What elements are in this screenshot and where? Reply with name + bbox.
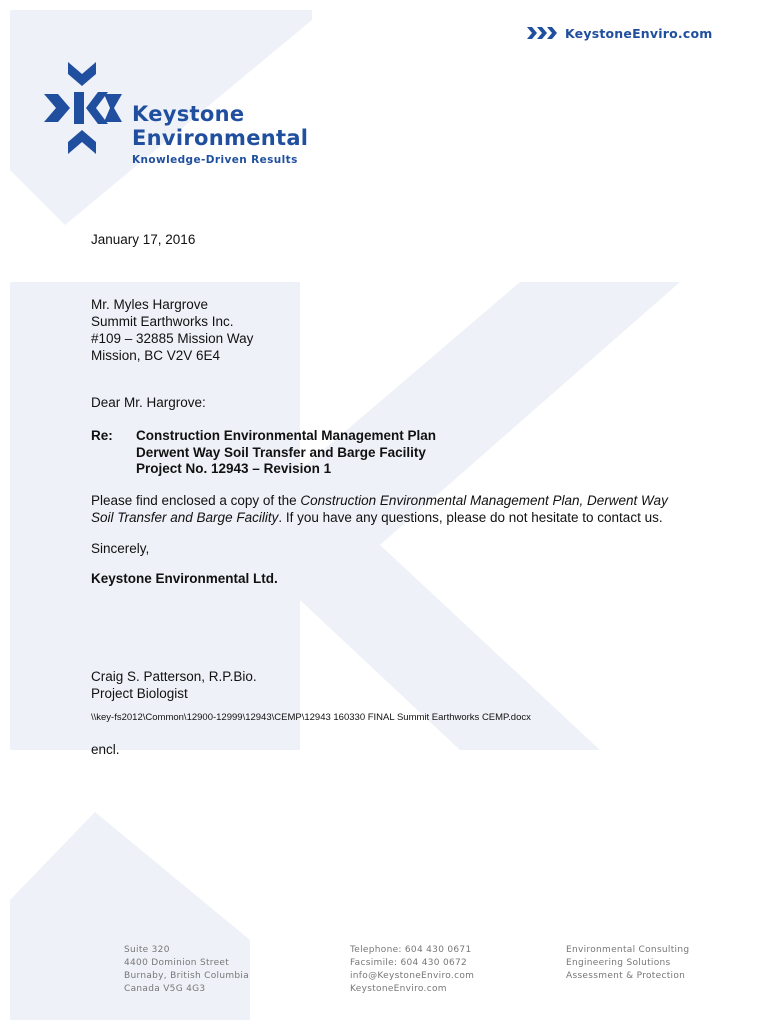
subject-line: Derwent Way Soil Transfer and Barge Facility [136,444,426,460]
closing: Sincerely, [91,541,150,556]
footer-service: Environmental Consulting [566,945,690,955]
enclosure-note: encl. [91,742,120,757]
footer-service: Engineering Solutions [566,958,671,968]
salutation: Dear Mr. Hargrove: [91,395,206,410]
signature-block [91,669,257,702]
signer-name: Craig S. Patterson, R.P.Bio. [91,669,257,684]
brand-name-line1: Keystone [132,102,245,126]
recipient-address [91,296,253,364]
footer-telephone: Telephone: 604 430 0671 [350,945,472,955]
body-paragraph [91,492,691,526]
footer-facsimile: Facsimile: 604 430 0672 [350,958,468,968]
footer-email-link[interactable]: info@KeystoneEnviro.com [350,971,475,981]
recipient-line: Summit Earthworks Inc. [91,314,234,329]
footer-service: Assessment & Protection [566,971,686,981]
recipient-line: Mission, BC V2V 6E4 [91,348,221,363]
footer-services [566,944,689,983]
brand-tagline: Knowledge-Driven Results [132,154,298,166]
file-path: \\key-fs2012\Common\12900-12999\12943\CEMP\12943 160330 FINAL Summit Earthworks CEMP.docx [91,712,531,723]
body-suffix: . If you have any questions, please do not hesitate to contact us. [278,510,663,525]
body-document-title: Construction Environmental Management Plan, Derwent Way Soil Transfer and Barge Facility [91,493,668,525]
brand-name-line2: Environmental [132,126,309,150]
subject-lines [136,428,436,478]
body-prefix: Please find enclosed a copy of the [91,493,301,508]
subject-line: Construction Environmental Management Plan [136,428,437,443]
letter-date: January 17, 2016 [91,232,196,247]
brand-block [132,102,308,166]
header-website-link[interactable] [527,24,712,42]
footer-address-line: 4400 Dominion Street [124,958,230,968]
keystone-logo-icon [44,62,124,154]
subject-line: Project No. 12943 – Revision 1 [136,461,332,476]
footer-address [124,944,249,996]
recipient-line: #109 – 32885 Mission Way [91,331,254,346]
company-name: Keystone Environmental Ltd. [91,571,278,586]
footer-address-line: Burnaby, British Columbia [124,971,250,981]
footer-address-line: Canada V5G 4G3 [124,984,206,994]
subject-label: Re: [91,428,113,443]
recipient-line: Mr. Myles Hargrove [91,297,209,312]
signer-title: Project Biologist [91,685,188,701]
footer-website-link[interactable]: KeystoneEnviro.com [350,984,447,994]
footer-address-line: Suite 320 [124,945,170,955]
triple-chevron-icon [527,26,557,40]
footer-contact [350,944,474,996]
website-text[interactable]: KeystoneEnviro.com [565,25,713,41]
